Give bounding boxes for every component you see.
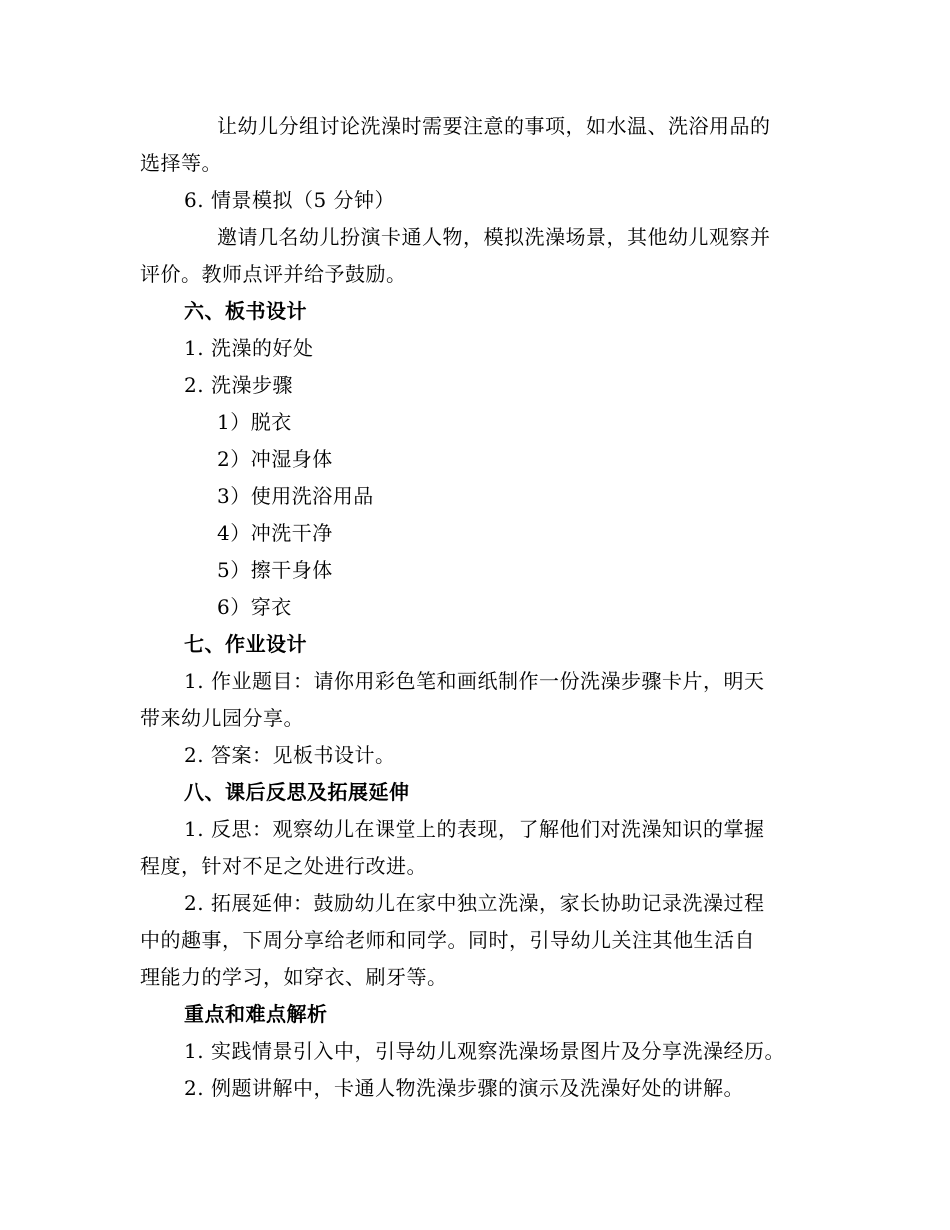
paragraph-line: 理能力的学习，如穿衣、刷牙等。: [140, 965, 448, 989]
list-item: 6. 情景模拟（5 分钟）: [184, 188, 396, 212]
sub-list-item: 4）冲洗干净: [217, 521, 333, 545]
section-heading: 七、作业设计: [184, 632, 307, 656]
paragraph-line: 中的趣事，下周分享给老师和同学。同时，引导幼儿关注其他生活自: [140, 928, 755, 952]
list-item: 1. 洗澡的好处: [184, 336, 314, 360]
list-item: 2. 洗澡步骤: [184, 373, 293, 397]
list-item: 1. 实践情景引入中，引导幼儿观察洗澡场景图片及分享洗澡经历。: [184, 1039, 785, 1063]
list-item: 2. 答案：见板书设计。: [184, 743, 396, 767]
sub-list-item: 3）使用洗浴用品: [217, 484, 374, 508]
sub-list-item: 6）穿衣: [217, 595, 292, 619]
list-item: 2. 拓展延伸：鼓励幼儿在家中独立洗澡，家长协助记录洗澡过程: [184, 891, 765, 915]
paragraph-line: 程度，针对不足之处进行改进。: [140, 854, 427, 878]
list-item: 1. 反思：观察幼儿在课堂上的表现，了解他们对洗澡知识的掌握: [184, 817, 765, 841]
paragraph-line: 让幼儿分组讨论洗澡时需要注意的事项，如水温、洗浴用品的: [217, 114, 771, 138]
sub-list-item: 1）脱衣: [217, 410, 292, 434]
paragraph-line: 选择等。: [140, 151, 222, 175]
list-item: 2. 例题讲解中，卡通人物洗澡步骤的演示及洗澡好处的讲解。: [184, 1076, 744, 1100]
section-heading: 重点和难点解析: [184, 1002, 328, 1026]
paragraph-line: 带来幼儿园分享。: [140, 706, 304, 730]
paragraph-line: 邀请几名幼儿扮演卡通人物，模拟洗澡场景，其他幼儿观察并: [217, 225, 771, 249]
sub-list-item: 5）擦干身体: [217, 558, 333, 582]
list-item: 1. 作业题目：请你用彩色笔和画纸制作一份洗澡步骤卡片，明天: [184, 669, 765, 693]
section-heading: 六、板书设计: [184, 299, 307, 323]
paragraph-line: 评价。教师点评并给予鼓励。: [140, 262, 407, 286]
sub-list-item: 2）冲湿身体: [217, 447, 333, 471]
section-heading: 八、课后反思及拓展延伸: [184, 780, 410, 804]
